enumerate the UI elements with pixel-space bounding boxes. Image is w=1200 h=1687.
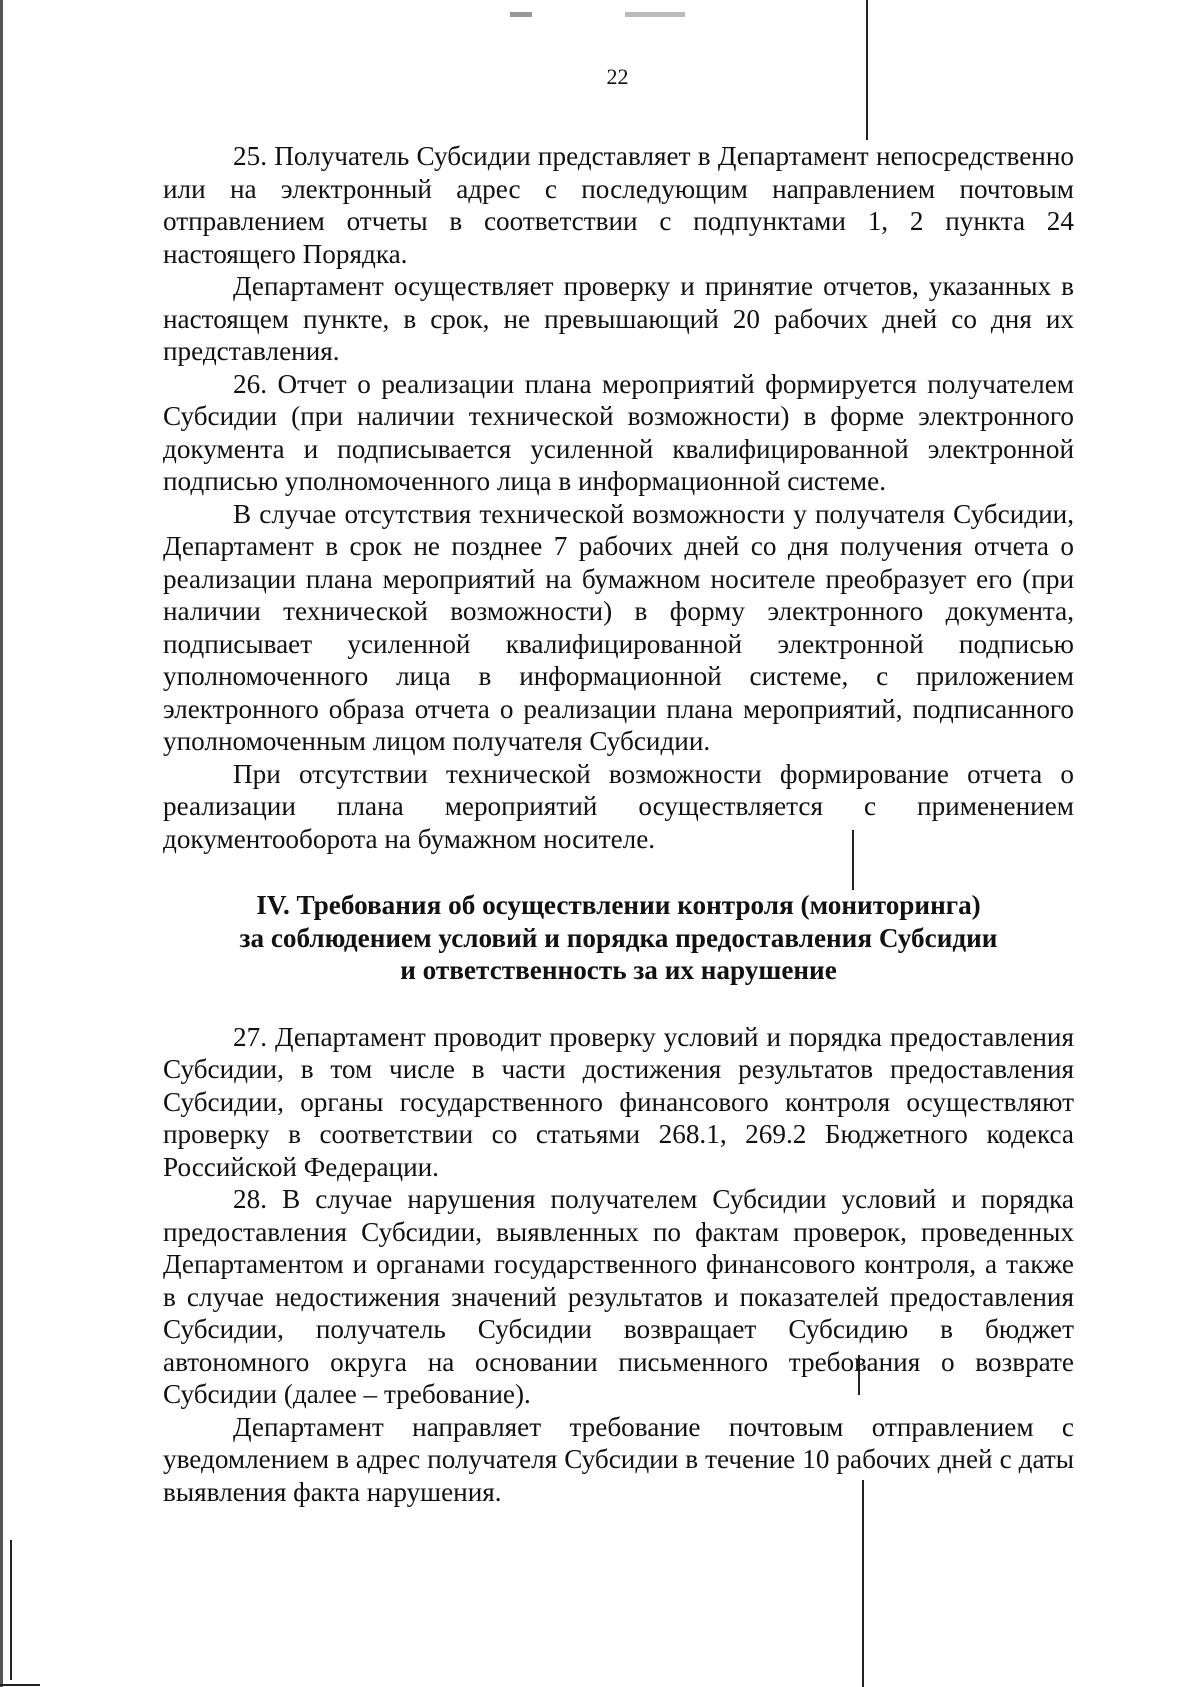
scan-artifact-speck-1	[510, 12, 532, 17]
scan-artifact-bottom-edge	[0, 1684, 40, 1686]
section-heading-line-3: и ответственность за их нарушение	[400, 955, 837, 985]
page-number: 22	[606, 64, 629, 89]
paragraph-26-paper: При отсутствии технической возможности формирование отчета о реализации плана мероприятий осуществляется с применением документооборота на бумажном носителе.	[163, 758, 1074, 854]
paragraph-28: 28. В случае нарушения получателем Субсидии условий и порядка предоставления Субсидии, выявленных по фактам проверок, проведенных Департаментом и органами государственного финансового контроля, а также в случае недостижения значений результатов и показателей предоставления Субсидии, получатель Субсидии возвращает Субсидию в бюджет автономного округа на основании письменного требования о возврате Субсидии (далее – требование).	[163, 1184, 1074, 1409]
paragraph-28-notice: Департамент направляет требование почтовым отправлением с уведомлением в адрес получателя Субсидии в течение 10 рабочих дней с даты выявления факта нарушения.	[163, 1411, 1074, 1507]
section-heading-line-1: IV. Требования об осуществлении контроля (мониторинга)	[256, 890, 981, 920]
document-body	[163, 140, 1074, 1508]
scan-artifact-fold-bottom	[862, 1480, 864, 1687]
paragraph-26: 26. Отчет о реализации плана мероприятий формируется получателем Субсидии (при наличии технической возможности) в форме электронного документа и подписывается усиленной квалифицированной электронной подписью уполномоченного лица в информационной системе.	[163, 368, 1074, 496]
paragraph-27: 27. Департамент проводит проверку условий и порядка предоставления Субсидии, в том числе в части достижения результатов предоставления Субсидии, органы государственного финансового контроля осуществляют проверку в соответствии со статьями 268.1, 269.2 Бюджетного кодекса Российской Федерации.	[163, 1021, 1074, 1182]
section-heading-line-2: за соблюдением условий и порядка предоставления Субсидии	[239, 922, 998, 953]
scan-artifact-left-edge	[0, 0, 3, 1687]
scan-artifact-left-bottom	[10, 1540, 12, 1680]
scan-artifact-speck-2	[625, 12, 685, 17]
section-heading-iv	[163, 889, 1074, 987]
paragraph-26-case: В случае отсутствия технической возможности у получателя Субсидии, Департамент в срок не позднее 7 рабочих дней со дня получения отчета о реализации плана мероприятий на бумажном носителе преобразует его (при наличии технической возможности) в форму электронного документа, подписывает усиленной квалифицированной электронной подписью уполномоченного лица в информационной системе, с приложением электронного образа отчета о реализации плана мероприятий, подписанного уполномоченным лицом получателя Субсидии.	[163, 498, 1074, 756]
paragraph-25-note: Департамент осуществляет проверку и принятие отчетов, указанных в настоящем пункте, в срок, не превышающий 20 рабочих дней со дня их представления.	[163, 271, 1074, 366]
paragraph-25: 25. Получатель Субсидии представляет в Департамент непосредственно или на электронный адрес с последующим направлением почтовым отправлением отчеты в соответствии с подпунктами 1, 2 пункта 24 настоящего Порядка.	[163, 141, 1074, 269]
